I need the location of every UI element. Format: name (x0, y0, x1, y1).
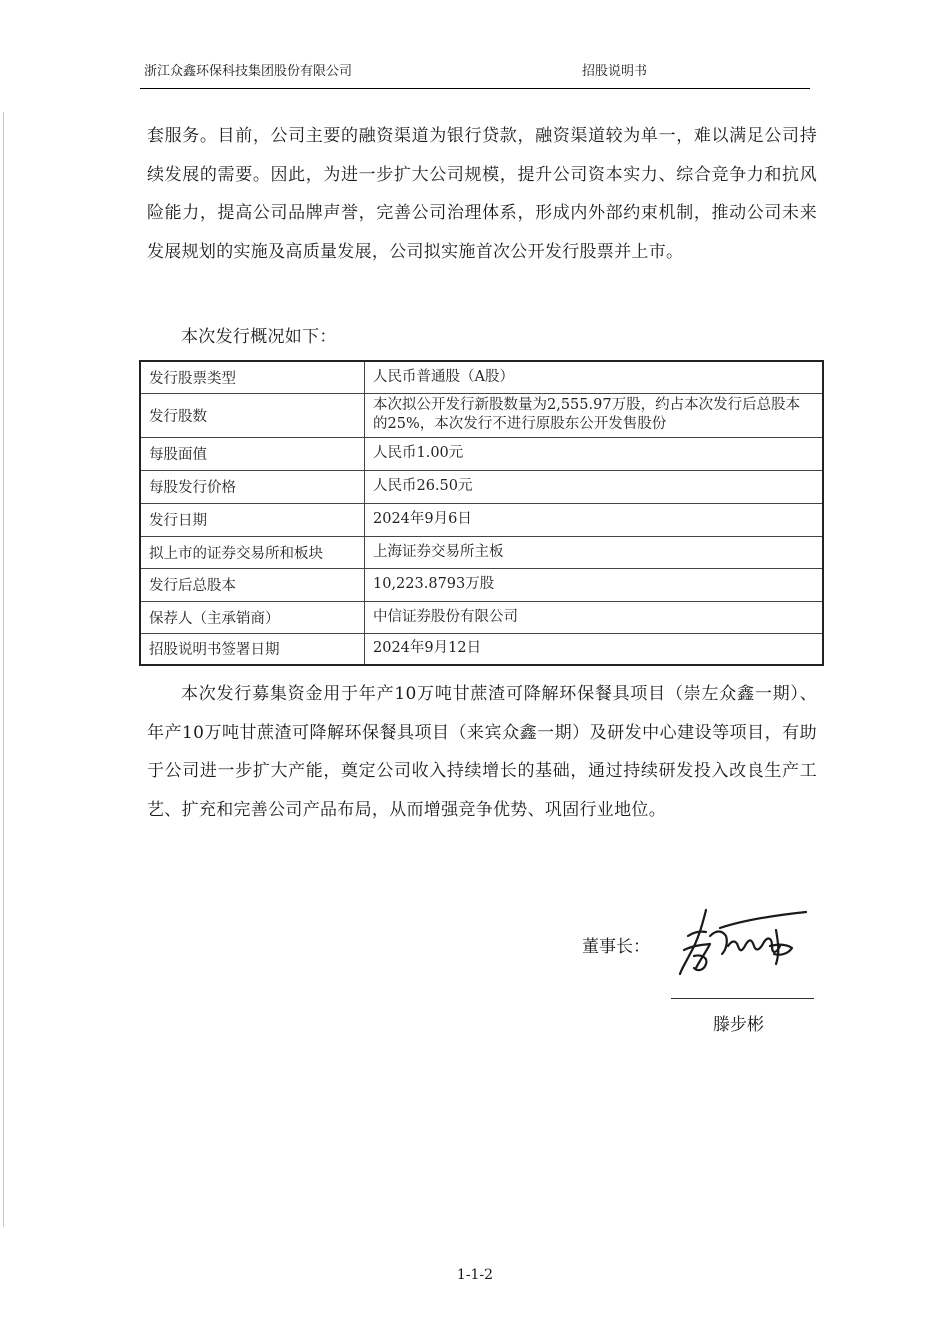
table-row-label: 每股面值 (140, 437, 365, 470)
handwritten-signature-image (676, 906, 816, 986)
table-row (140, 536, 823, 568)
table-row (140, 361, 823, 393)
table-row (140, 437, 823, 470)
table-row-value: 上海证券交易所主板 (365, 536, 824, 568)
table-row (140, 601, 823, 633)
signature-line (671, 998, 814, 999)
table-row-label: 保荐人（主承销商） (140, 601, 365, 633)
scan-edge-line (3, 112, 4, 1227)
header-document-title: 招股说明书 (582, 64, 648, 79)
table-row-label: 发行日期 (140, 503, 365, 536)
table-row (140, 470, 823, 503)
table-row-label: 发行股数 (140, 393, 365, 437)
table-row-value: 10,223.8793万股 (365, 568, 824, 601)
table-row (140, 393, 823, 437)
paragraph-financing-background: 套服务。目前，公司主要的融资渠道为银行贷款，融资渠道较为单一，难以满足公司持续发展的需要。因此，为进一步扩大公司规模，提升公司资本实力、综合竞争力和抗风险能力，提高公司品牌声誉，完善公司治理体系，形成内外部约束机制，推动公司未来发展规划的实施及高质量发展，公司拟实施首次公开发行股票并上市。 (147, 126, 817, 262)
table-row-value: 人民币26.50元 (365, 470, 824, 503)
table-row-label: 拟上市的证券交易所和板块 (140, 536, 365, 568)
table-row (140, 633, 823, 665)
paragraph-fund-usage: 本次发行募集资金用于年产10万吨甘蔗渣可降解环保餐具项目（崇左众鑫一期）、年产10万吨甘蔗渣可降解环保餐具项目（来宾众鑫一期）及研发中心建设等项目，有助于公司进一步扩大产能，奠定公司收入持续增长的基础，通过持续研发投入改良生产工艺、扩充和完善公司产品布局，从而增强竞争优势、巩固行业地位。 (147, 684, 817, 820)
table-row (140, 568, 823, 601)
page-number: 1-1-2 (456, 1267, 494, 1283)
signature-label: 董事长： (582, 937, 650, 957)
table-row-label: 发行后总股本 (140, 568, 365, 601)
table-row-label: 每股发行价格 (140, 470, 365, 503)
table-row-value: 人民币普通股（A股） (365, 361, 824, 393)
issuance-overview-table (139, 360, 824, 666)
paragraph-issuance-intro: 本次发行概况如下： (181, 327, 337, 347)
header-company-name: 浙江众鑫环保科技集团股份有限公司 (144, 64, 353, 79)
table-row-value: 2024年9月12日 (365, 633, 824, 665)
table-row-label: 发行股票类型 (140, 361, 365, 393)
table-row-value: 中信证券股份有限公司 (365, 601, 824, 633)
page-header (140, 58, 810, 89)
chairman-name: 滕步彬 (713, 1015, 764, 1035)
table-row-label: 招股说明书签署日期 (140, 633, 365, 665)
table-row-value: 本次拟公开发行新股数量为2,555.97万股，约占本次发行后总股本的25%，本次发行不进行原股东公开发售股份 (365, 393, 824, 437)
table-row-value: 2024年9月6日 (365, 503, 824, 536)
table-row-value: 人民币1.00元 (365, 437, 824, 470)
table-row (140, 503, 823, 536)
